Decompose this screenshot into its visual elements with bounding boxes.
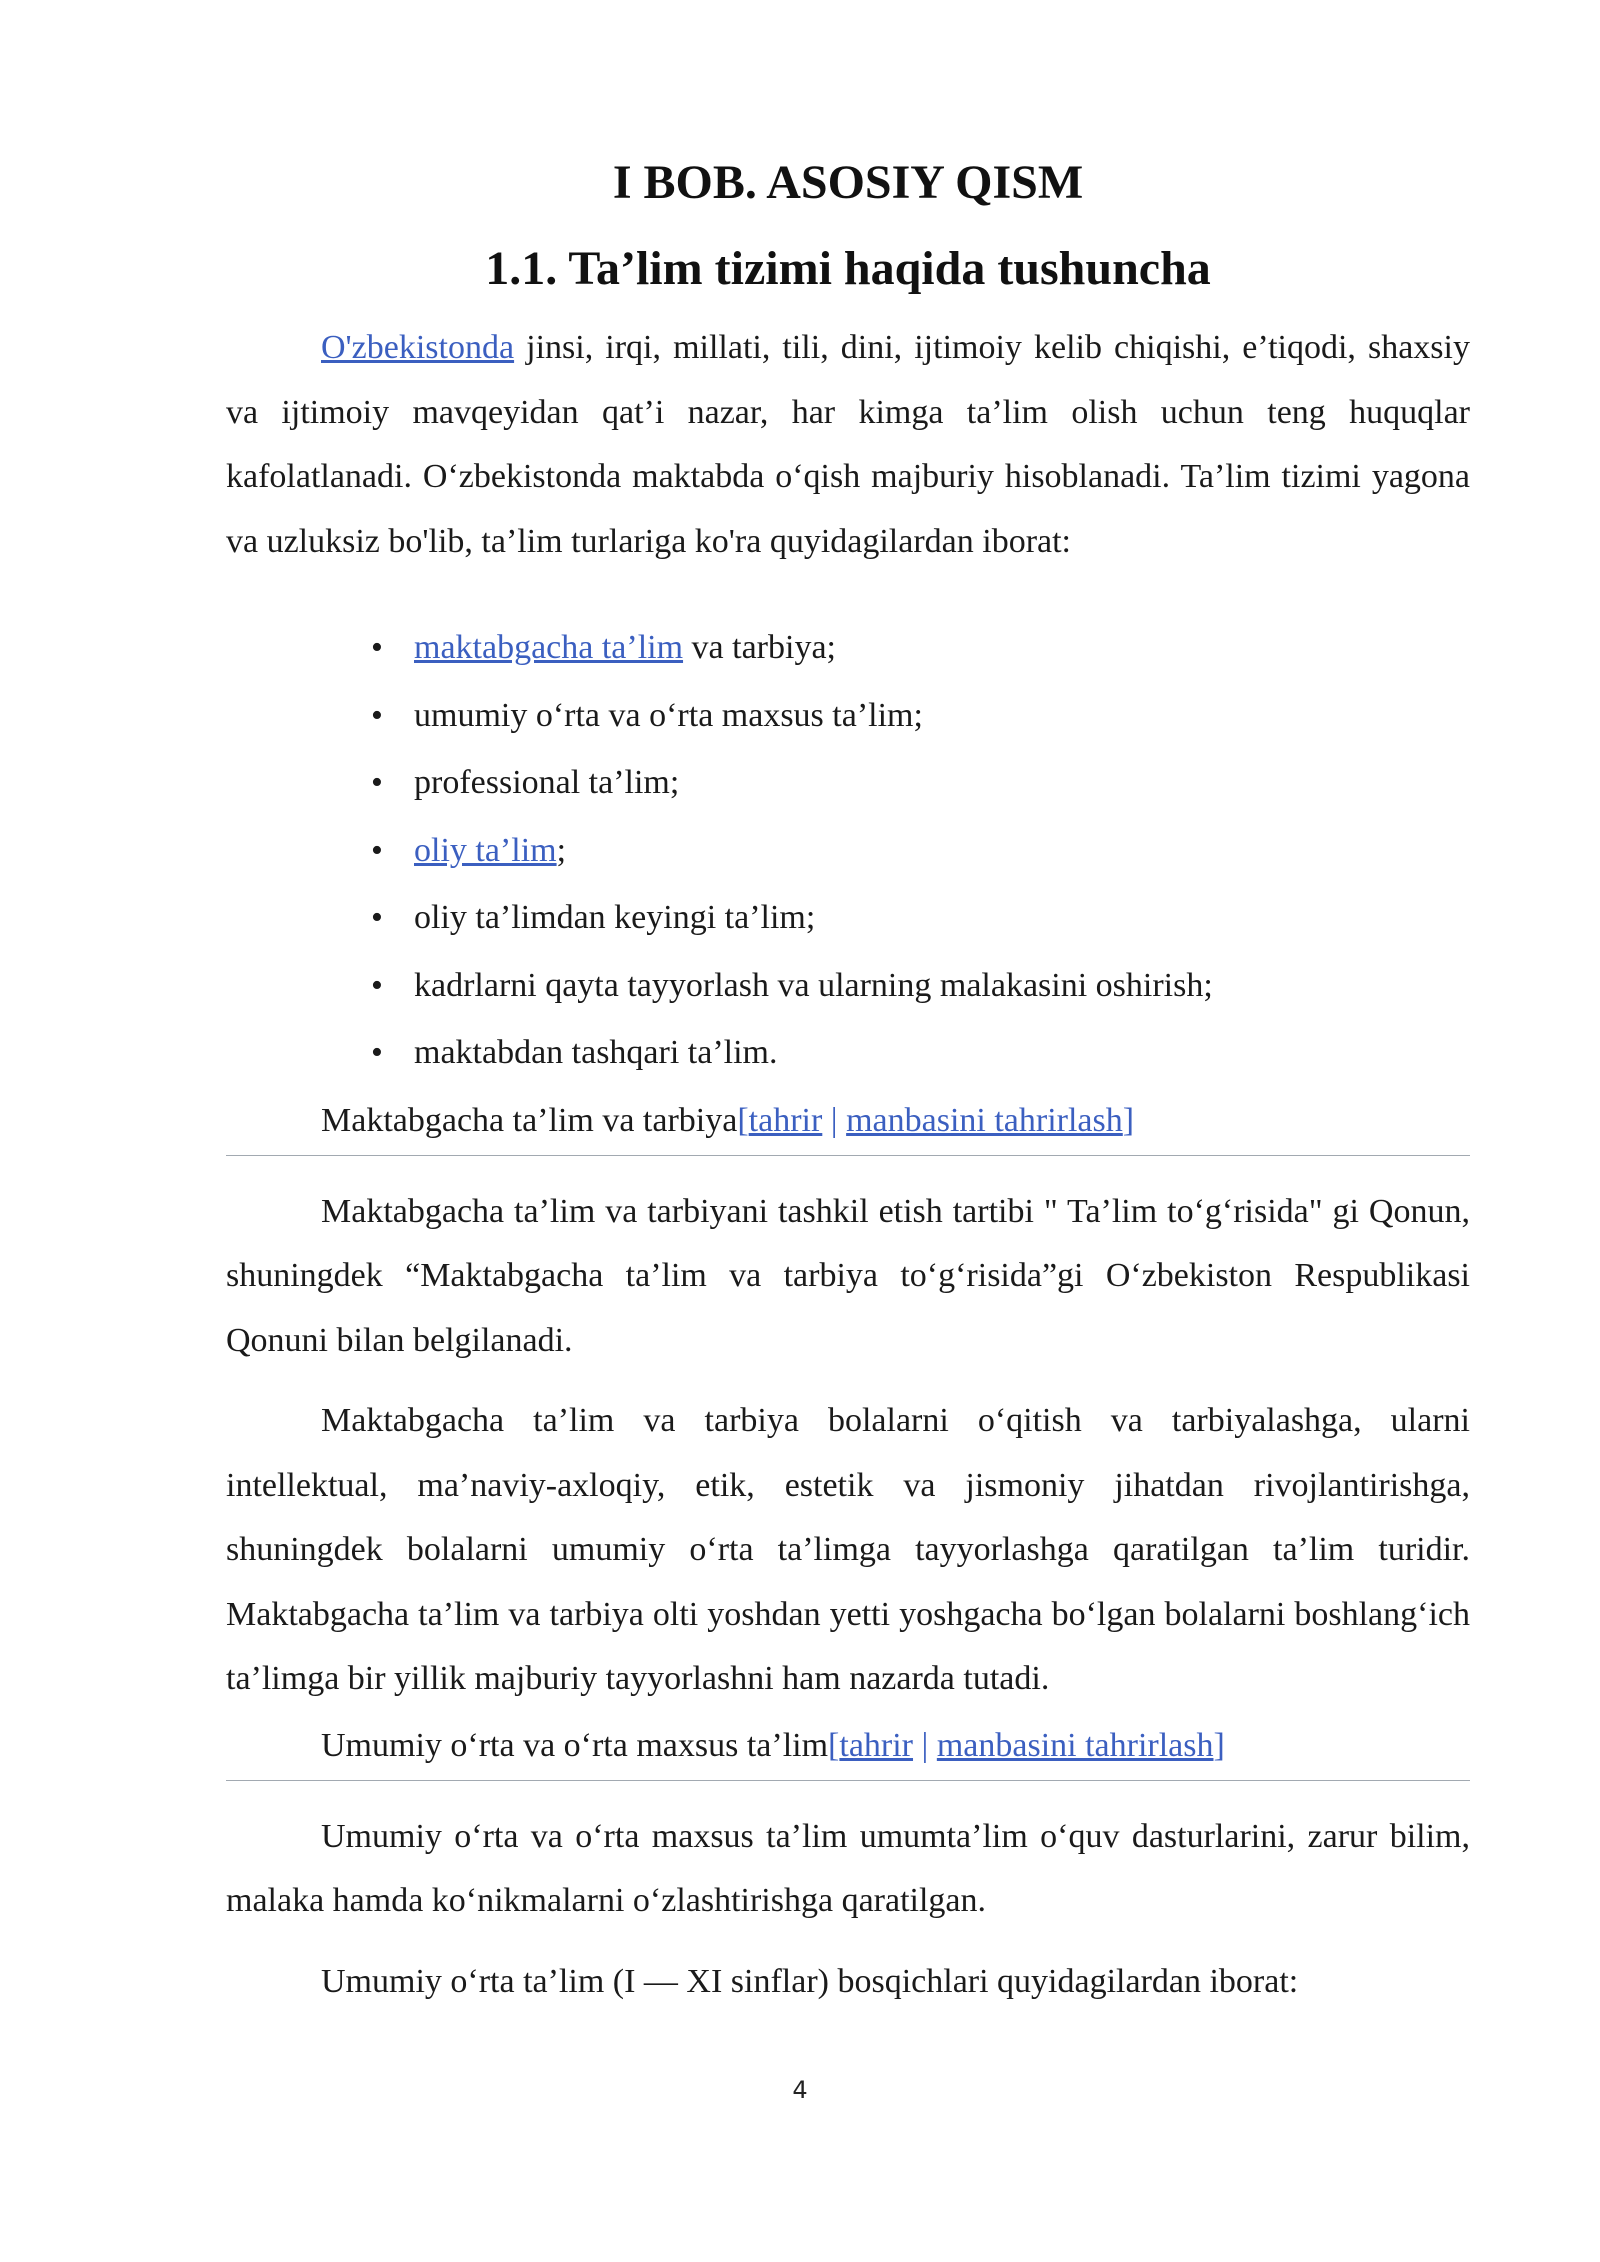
list-item: • oliy ta’lim; bbox=[226, 817, 1470, 885]
secondary-section-heading: Umumiy o‘rta va o‘rta maxsus ta’lim[tahrir | manbasini tahrirlash] bbox=[226, 1718, 1470, 1781]
bullet-icon: • bbox=[371, 696, 383, 734]
intro-paragraph bbox=[226, 316, 1470, 574]
intro-text: jinsi, irqi, millati, tili, dini, ijtimoiy kelib chiqishi, e’tiqodi, shaxsiy va ijtimoiy mavqeyidan qat’i nazar, har kimga ta’lim olish uchun teng huquqlar kafolatlanadi. O‘zbekistonda maktabda o‘qish majburiy hisoblanadi. Ta’lim tizimi yagona va uzluksiz bo'lib, ta’lim turlariga ko'ra quyidagilardan iborat: bbox=[226, 329, 1470, 560]
chapter-title: I BOB. ASOSIY QISM bbox=[612, 156, 1084, 209]
edit-source-link[interactable]: manbasini tahrirlash bbox=[936, 1726, 1214, 1764]
list-item: • professional ta’lim; bbox=[226, 749, 1470, 817]
edit-link[interactable]: tahrir bbox=[839, 1726, 914, 1764]
list-item: • maktabdan tashqari ta’lim. bbox=[226, 1019, 1470, 1087]
section-heading-label: Umumiy o‘rta va o‘rta maxsus ta’lim bbox=[321, 1726, 829, 1764]
bullet-icon: • bbox=[371, 966, 383, 1004]
bullet-icon: • bbox=[371, 629, 383, 666]
section-title: 1.1. Ta’lim tizimi haqida tushuncha bbox=[485, 242, 1211, 295]
page-content bbox=[226, 150, 1470, 2014]
bullet-icon: • bbox=[371, 831, 383, 869]
bullet-icon: • bbox=[371, 1034, 383, 1071]
higher-education-link[interactable]: oliy ta’lim bbox=[414, 831, 557, 869]
section-heading-label: Maktabgacha ta’lim va tarbiya bbox=[321, 1101, 738, 1139]
list-item: • maktabgacha ta’lim va tarbiya; bbox=[226, 614, 1470, 682]
paragraph: Umumiy o‘rta va o‘rta maxsus ta’lim umumta’lim o‘quv dasturlarini, zarur bilim, malaka hamda ko‘nikmalarni o‘zlashtirishga qaratilgan. bbox=[226, 1817, 1470, 1919]
paragraph: Umumiy o‘rta ta’lim (I — XI sinflar) bosqichlari quyidagilardan iborat: bbox=[321, 1962, 1299, 2000]
edit-link[interactable]: tahrir bbox=[748, 1101, 823, 1139]
bullet-icon: • bbox=[371, 899, 383, 936]
paragraph: Maktabgacha ta’lim va tarbiya bolalarni o‘qitish va tarbiyalashga, ularni intellektual, ma’naviy-axloqiy, etik, estetik va jismoniy jihatdan rivojlantirishga, shuningdek bolalarni umumiy o‘rta ta’limga tayyorlashga qaratilgan ta’lim turidir. Maktabgacha ta’lim va tarbiya olti yoshdan yetti yoshgacha bo‘lgan bolalarni boshlang‘ich ta’limga bir yillik majburiy tayyorlashni ham nazarda tutadi. bbox=[226, 1402, 1470, 1697]
list-item: • kadrlarni qayta tayyorlash va ularning malakasini oshirish; bbox=[226, 952, 1470, 1020]
bullet-icon: • bbox=[371, 764, 383, 801]
education-types-list bbox=[226, 614, 1470, 1087]
preschool-section-heading: Maktabgacha ta’lim va tarbiya[tahrir | manbasini tahrirlash] bbox=[226, 1093, 1470, 1156]
list-item: • oliy ta’limdan keyingi ta’lim; bbox=[226, 884, 1470, 952]
list-item: • umumiy o‘rta va o‘rta maxsus ta’lim; bbox=[226, 682, 1470, 750]
preschool-education-link[interactable]: maktabgacha ta’lim bbox=[414, 629, 684, 666]
page-number: 4 bbox=[792, 2076, 808, 2104]
paragraph: Maktabgacha ta’lim va tarbiyani tashkil etish tartibi " Ta’lim to‘g‘risida" gi Qonun, shuningdek “Maktabgacha ta’lim va tarbiya to‘g‘risida”gi O‘zbekiston Respublikasi Qonuni bilan belgilanadi. bbox=[226, 1192, 1470, 1359]
edit-source-link[interactable]: manbasini tahrirlash bbox=[846, 1101, 1123, 1139]
uzbekistan-link[interactable]: O'zbekistonda bbox=[321, 329, 515, 366]
